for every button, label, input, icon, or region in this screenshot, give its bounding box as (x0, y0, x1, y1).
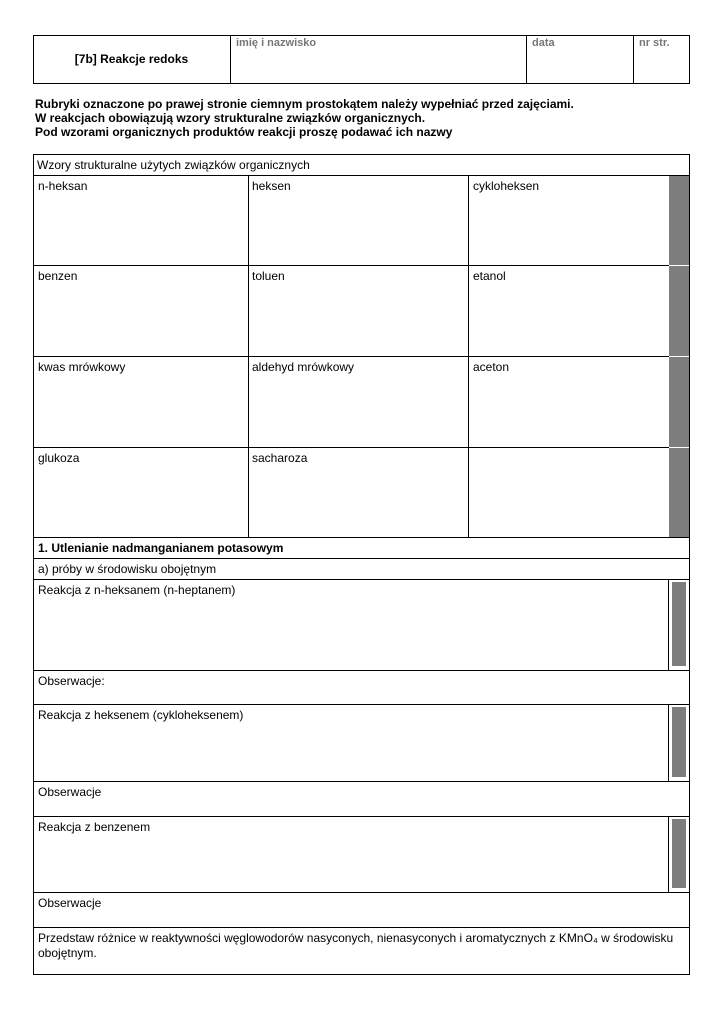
compounds-marker-sep-1 (669, 265, 689, 266)
section1-line-5 (33, 781, 690, 782)
compound-glukoza: glukoza (38, 451, 80, 465)
compound-cykloheksen: cykloheksen (473, 179, 540, 193)
compounds-row-line-2 (33, 356, 690, 357)
compound-kwas-mrowkowy: kwas mrówkowy (38, 360, 126, 374)
compound-heksen: heksen (252, 179, 291, 193)
compounds-table (33, 154, 690, 538)
section1-line-3 (33, 670, 690, 671)
compound-etanol: etanol (473, 269, 506, 283)
worksheet-title: [7b] Reakcje redoks (74, 52, 189, 66)
prep-marker-reaction-1 (672, 582, 686, 666)
section1-table (33, 537, 690, 975)
section1-title: 1. Utlenianie nadmanganianem potasowym (38, 541, 284, 555)
reaction-benzen-divider (668, 816, 669, 892)
reaction-benzen-label: Reakcja z benzenem (38, 820, 151, 834)
section1-subtitle: a) próby w środowisku obojętnym (38, 562, 217, 576)
compound-benzen: benzen (38, 269, 78, 283)
header-divider-1 (230, 35, 231, 84)
reaction-heksan-label: Reakcja z n-heksanem (n-heptanem) (38, 583, 236, 597)
prep-marker-reaction-3 (672, 819, 686, 888)
instruction-line-1: Rubryki oznaczone po prawej stronie ciemnym prostokątem należy wypełniać przed zajęciami. (35, 97, 574, 111)
compounds-marker-sep-2 (669, 356, 689, 357)
compounds-row-line-1 (33, 265, 690, 266)
reactivity-question: Przedstaw różnice w reaktywności węglowodorów nasyconych, nienasyconych i aromatycznych z KMnO₄ w środowisku obojętnym. (38, 931, 674, 960)
reaction-heksan-divider (668, 579, 669, 670)
compound-sacharoza: sacharoza (252, 451, 308, 465)
reaction-heksen-label: Reakcja z heksenem (cykloheksenem) (38, 708, 244, 722)
header-divider-3 (633, 35, 634, 84)
compounds-row-line-3 (33, 447, 690, 448)
compound-aceton: aceton (473, 360, 510, 374)
prep-marker-reaction-2 (672, 707, 686, 777)
compound-n-heksan: n-heksan (38, 179, 88, 193)
section1-line-7 (33, 892, 690, 893)
instruction-line-3: Pod wzorami organicznych produktów reakcji proszę podawać ich nazwy (35, 125, 453, 139)
date-field[interactable]: data (532, 37, 555, 49)
compound-aldehyd-mrowkowy: aldehyd mrówkowy (252, 360, 355, 374)
name-field[interactable]: imię i nazwisko (236, 37, 317, 49)
compounds-marker-sep-3 (669, 447, 689, 448)
instruction-line-2: W reakcjach obowiązują wzory strukturalne związków organicznych. (35, 111, 426, 125)
reaction-heksen-divider (668, 704, 669, 781)
observation-3-label: Obserwacje (38, 896, 102, 910)
page-number-field[interactable]: nr str. (639, 37, 670, 49)
compounds-heading-line (33, 175, 690, 176)
observation-2-label: Obserwacje (38, 785, 102, 799)
header-divider-2 (526, 35, 527, 84)
observation-1-label: Obserwacje: (38, 674, 105, 688)
compound-empty (469, 448, 477, 454)
compound-toluen: toluen (252, 269, 285, 283)
compounds-heading: Wzory strukturalne użytych związków organicznych (37, 158, 310, 172)
